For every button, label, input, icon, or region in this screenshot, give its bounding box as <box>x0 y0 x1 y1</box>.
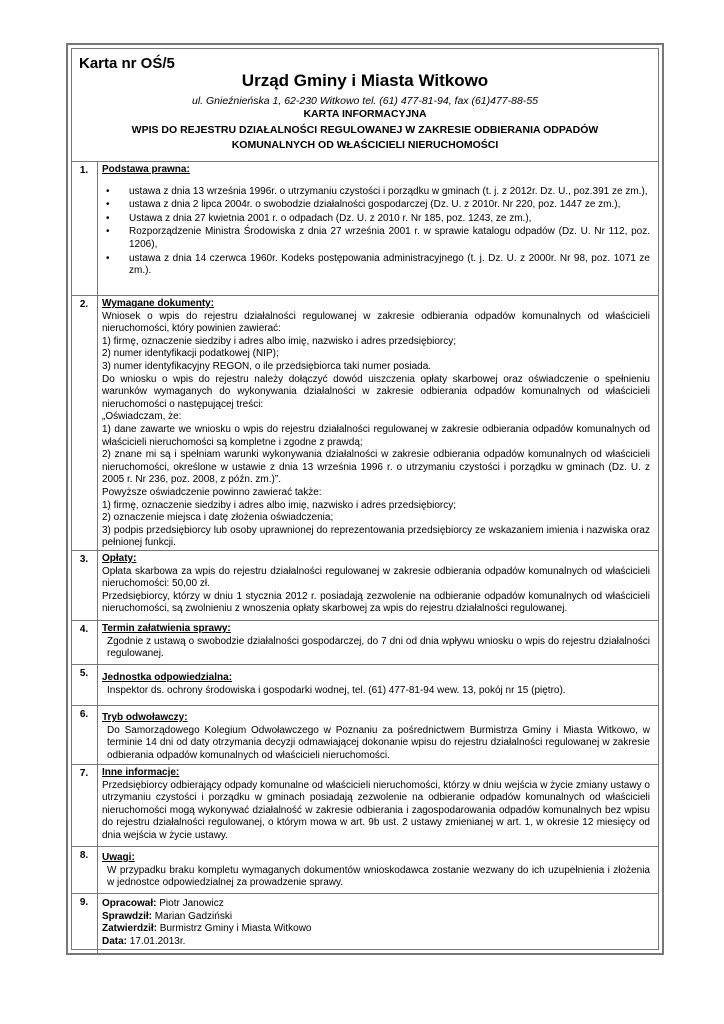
document-date <box>102 936 650 949</box>
section-responsible-unit <box>72 664 658 706</box>
card-number: Karta nr OŚ/5 <box>79 55 175 72</box>
section-number: 9. <box>79 897 89 908</box>
paragraph: Do wniosku o wpis do rejestru należy dołączyć dowód uiszczenia opłaty skarbowej oraz oświadczenie o spełnieniu warunków wymaganych do wykonywania działalności w zakresie odbierania odpadów komunalnych od właścicieli nieruchomości o następującej treści: <box>102 373 650 410</box>
list-item: • ustawa z dnia 2 lipca 2004r. o swobodzie działalności gospodarczej (Dz. U. z 2010r. Nr 220, poz. 1447 ze zm.), <box>102 199 650 212</box>
legal-basis-list <box>102 186 650 278</box>
column-divider <box>97 705 98 764</box>
section-heading: Uwagi: <box>102 852 135 863</box>
section-heading: Opłaty: <box>102 553 137 564</box>
date-value: 17.01.2013r. <box>129 935 186 947</box>
checked-by-value: Marian Gadziński <box>154 910 233 922</box>
paragraph: „Oświadczam, że: <box>102 411 182 423</box>
column-divider <box>97 620 98 664</box>
checked-by <box>102 911 650 924</box>
document-title: KARTA INFORMACYJNA <box>303 108 427 120</box>
date-label: Data: <box>102 935 128 947</box>
section-heading: Tryb odwoławczy: <box>102 712 188 723</box>
paragraph: 1) firmę, oznaczenie siedziby i adres albo imię, nazwisko i adres przedsiębiorcy; <box>102 335 457 347</box>
section-number: 8. <box>79 850 89 861</box>
office-name: Urząd Gminy i Miasta Witkowo <box>241 71 489 90</box>
paragraph: W przypadku braku kompletu wymaganych dokumentów wnioskodawca zostanie wezwany do ich uzupełnienia i złożenia w jednostce odpowiedzialnej za prowadzenie sprawy. <box>107 864 650 889</box>
paragraph: Wniosek o wpis do rejestru działalności regulowanej w zakresie odbierania odpadów komunalnych od właścicieli nieruchomości, który powinien zawierać: <box>102 310 650 335</box>
approved-by-label: Zatwierdził: <box>102 923 158 935</box>
section-appeal-procedure <box>72 705 658 765</box>
approved-by <box>102 923 650 936</box>
paragraph: 2) znane mi są i spełniam warunki wykonywania działalności w zakresie odbierania odpadów komunalnych od właścicieli nieruchomości, określone w ustawie z dnia 13 września 1996 r. o utrzymaniu czystości i porządku w gminach (Dz. U. z 2005 r. Nr 236, poz. 2008, z późn. zm.)”. <box>102 449 650 486</box>
paragraph: Przedsiębiorcy, którzy w dniu 1 stycznia 2012 r. posiadają zezwolenie na odbieranie odpadów komunalnych od właścicieli nieruchomości, są zwolnieniu z wnoszenia opłaty skarbowej za wpis do rejestru działalności regulowanej. <box>102 590 650 615</box>
section-other-information <box>72 764 658 847</box>
section-fees <box>72 550 658 621</box>
paragraph: 3) numer identyfikacyjny REGON, o ile przedsiębiorca taki numer posiada. <box>102 360 432 372</box>
paragraph: Do Samorządowego Kolegium Odwoławczego w Poznaniu za pośrednictwem Burmistrza Gminy i Miasta Witkowo, w terminie 14 dni od daty otrzymania decyzji odmawiającej dokonanie wpisu do rejestru działalności regulowanej w zakresie odbierania odpadów komunalnych od właścicieli nieruchomości. <box>107 724 650 761</box>
document-header <box>72 49 658 162</box>
section-heading: Termin załatwienia sprawy: <box>102 623 231 634</box>
document-subtitle-line2: KOMUNALNYCH OD WŁAŚCICIELI NIERUCHOMOŚCI <box>231 139 499 151</box>
paragraph: 3) podpis przedsiębiorcy lub osoby uprawnionej do reprezentowania przedsiębiorcy ze wskazaniem imienia i nazwiska oraz pełnionej funkcji. <box>102 524 650 549</box>
column-divider <box>97 846 98 893</box>
prepared-by-label: Opracował: <box>102 898 157 909</box>
section-required-documents <box>72 295 658 551</box>
list-item: • ustawa z dnia 14 czerwca 1960r. Kodeks postępowania administracyjnego (t. j. Dz. U. z 2000r. Nr 98, poz. 1071 ze zm.). <box>102 253 650 278</box>
list-item: • Rozporządzenie Ministra Środowiska z dnia 27 września 2001 r. w sprawie katalogu odpadów (Dz. U. Nr 112, poz. 1206), <box>102 226 650 251</box>
column-divider <box>97 295 98 550</box>
section-signatures <box>72 893 658 953</box>
section-processing-time <box>72 620 658 665</box>
prepared-by <box>102 898 650 911</box>
section-number: 1. <box>79 165 89 176</box>
list-item: • ustawa z dnia 13 września 1996r. o utrzymaniu czystości i porządku w gminach (t. j. z 2012r. Dz. U., poz.391 ze zm.), <box>102 186 650 199</box>
paragraph: Powyższe oświadczenie powinno zawierać także: <box>102 486 322 498</box>
paragraph: Inspektor ds. ochrony środowiska i gospodarki wodnej, tel. (61) 477-81-94 wew. 13, pokój nr 15 (piętro). <box>107 684 566 696</box>
section-heading: Podstawa prawna: <box>102 164 190 175</box>
document-subtitle-line1: WPIS DO REJESTRU DZIAŁALNOŚCI REGULOWANEJ W ZAKRESIE ODBIERANIA ODPADÓW <box>131 124 599 136</box>
paragraph: Opłata skarbowa za wpis do rejestru działalności regulowanej w zakresie odbierania odpadów komunalnych od właścicieli nieruchomości: 50,00 zł. <box>102 565 650 590</box>
column-divider <box>97 161 98 295</box>
paragraph: 1) firmę, oznaczenie siedziby i adres albo imię, nazwisko i adres przedsiębiorcy; <box>102 499 457 511</box>
document-frame <box>66 43 664 955</box>
section-number: 2. <box>79 299 89 310</box>
section-heading: Inne informacje: <box>102 767 180 778</box>
column-divider <box>97 664 98 705</box>
office-address: ul. Gnieźnieńska 1, 62-230 Witkowo tel. (61) 477-81-94, fax (61)477-88-55 <box>191 95 538 107</box>
paragraph: Zgodnie z ustawą o swobodzie działalności gospodarczej, do 7 dni od dnia wpływu wniosku o wpis do rejestru działalności regulowanej. <box>107 635 650 660</box>
section-heading: Wymagane dokumenty: <box>102 298 215 309</box>
section-number: 5. <box>79 668 89 679</box>
list-item: • Ustawa z dnia 27 kwietnia 2001 r. o odpadach (Dz. U. z 2010 r. Nr 185, poz. 1243, ze zm.), <box>102 213 650 226</box>
section-number: 4. <box>79 624 89 635</box>
paragraph: Przedsiębiorcy odbierający odpady komunalne od właścicieli nieruchomości, którzy w dniu wejścia w życie zmiany ustawy o utrzymaniu czystości i porządku w gminach posiadają zezwolenie na odbieranie odpadów komunalnych od właścicieli nieruchomości mogą wykonywać działalność w zakresie odbierania i zagospodarowania odpadów komunalnych bez wpisu do rejestru działalności regulowanej, o którym mowa w art. 9b ust. 2 ustawy zmienianej w art. 1, w okresie 12 miesięcy od dnia wejścia w życie ustawy. <box>102 779 650 841</box>
document-inner-frame <box>71 48 659 950</box>
section-legal-basis <box>72 161 658 296</box>
paragraph: 2) oznaczenie miejsca i datę złożenia oświadczenia; <box>102 512 334 524</box>
prepared-by-value: Piotr Janowicz <box>159 898 224 909</box>
section-notes <box>72 846 658 894</box>
column-divider <box>97 550 98 620</box>
section-number: 7. <box>79 768 89 779</box>
approved-by-value: Burmistrz Gminy i Miasta Witkowo <box>159 923 312 935</box>
section-number: 6. <box>79 709 89 720</box>
checked-by-label: Sprawdził: <box>102 910 153 922</box>
section-number: 3. <box>79 554 89 565</box>
column-divider <box>97 893 98 953</box>
section-heading: Jednostka odpowiedzialna: <box>102 672 233 683</box>
column-divider <box>97 764 98 846</box>
paragraph: 2) numer identyfikacji podatkowej (NIP); <box>102 348 279 360</box>
paragraph: 1) dane zawarte we wniosku o wpis do rejestru działalności regulowanej w zakresie odbierania odpadów komunalnych od właścicieli nieruchomości są kompletne i zgodne z prawdą; <box>102 423 650 448</box>
